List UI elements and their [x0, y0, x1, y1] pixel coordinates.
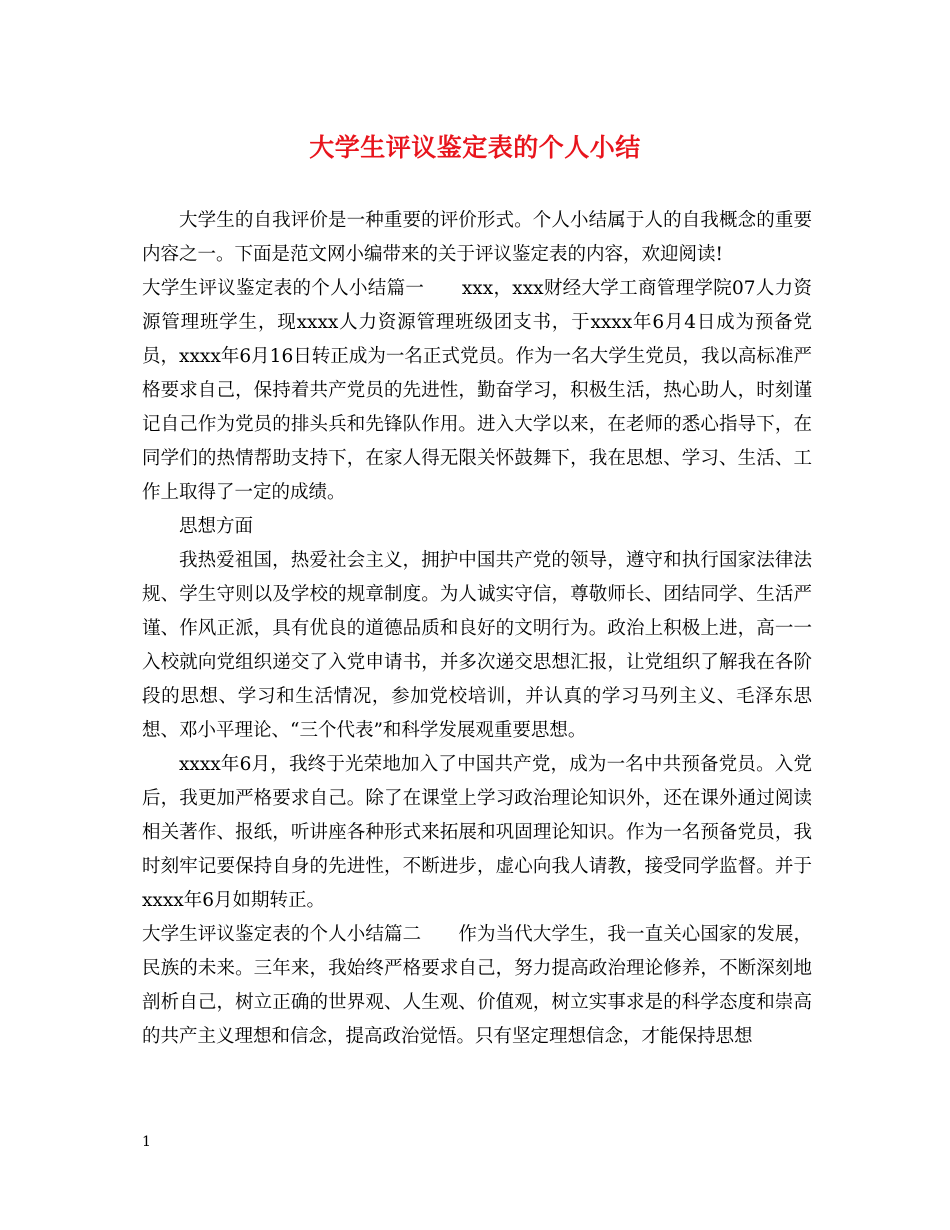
document-body: [142, 204, 812, 1054]
intro-paragraph: 大学生的自我评价是一种重要的评价形式。个人小结属于人的自我概念的重要内容之一。下面是范文网小编带来的关于评议鉴定表的内容，欢迎阅读!: [142, 210, 812, 265]
document-title: 大学生评议鉴定表的个人小结: [309, 133, 641, 162]
thought-heading: 思想方面: [179, 516, 254, 537]
section-one-paragraph: 大学生评议鉴定表的个人小结篇一 xxx，xxx财经大学工商管理学院07人力资源管理班学生，现xxxx人力资源管理班级团支书，于xxxx年6月4日成为预备党员，xxxx年6月16日转正成为一名正式党员。作为一名大学生党员，我以高标准严格要求自己，保持着共产党员的先进性，勤奋学习，积极生活，热心助人，时刻谨记自己作为党员的排头兵和先锋队作用。进入大学以来，在老师的悉心指导下，在同学们的热情帮助支持下，在家人得无限关怀鼓舞下，我在思想、学习、生活、工作上取得了一定的成绩。: [142, 278, 812, 503]
section-two-paragraph: 大学生评议鉴定表的个人小结篇二 作为当代大学生，我一直关心国家的发展，民族的未来。三年来，我始终严格要求自己，努力提高政治理论修养，不断深刻地剖析自己，树立正确的世界观、人生观、价值观，树立实事求是的科学态度和崇高的共产主义理想和信念，提高政治觉悟。只有坚定理想信念，才能保持思想: [142, 924, 812, 1047]
page-number: 1: [142, 1134, 151, 1150]
party-membership-paragraph: xxxx年6月，我终于光荣地加入了中国共产党，成为一名中共预备党员。入党后，我更加严格要求自己。除了在课堂上学习政治理论知识外，还在课外通过阅读相关著作、报纸，听讲座各种形式来拓展和巩固理论知识。作为一名预备党员，我时刻牢记要保持自身的先进性，不断进步，虚心向我人请教，接受同学监督。并于xxxx年6月如期转正。: [142, 754, 812, 911]
thought-paragraph: 我热爱祖国，热爱社会主义，拥护中国共产党的领导，遵守和执行国家法律法规、学生守则以及学校的规章制度。为人诚实守信，尊敬师长、团结同学、生活严谨、作风正派，具有优良的道德品质和良好的文明行为。政治上积极上进，高一一入校就向党组织递交了入党申请书，并多次递交思想汇报，让党组织了解我在各阶段的思想、学习和生活情况，参加党校培训，并认真的学习马列主义、毛泽东思想、邓小平理论、“三个代表”和科学发展观重要思想。: [142, 550, 812, 741]
